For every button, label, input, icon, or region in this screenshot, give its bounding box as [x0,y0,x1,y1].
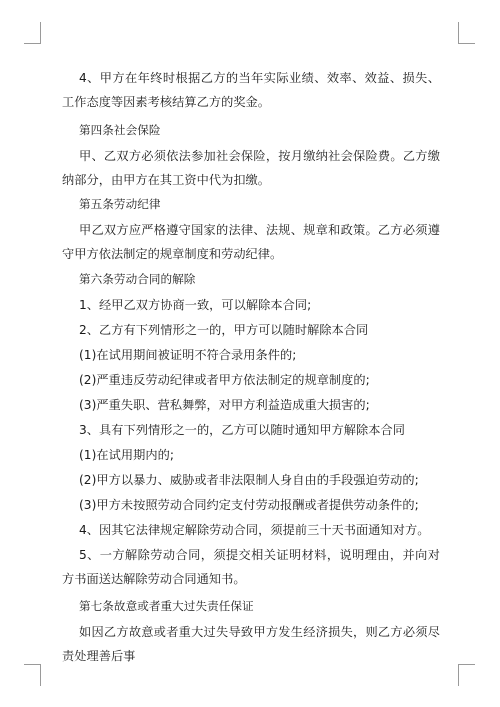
clause-6-3-2: (2)甲方以暴力、威胁或者非法限制人身自由的手段强迫劳动的; [79,473,419,487]
crop-mark-bottom-right-h [458,664,475,665]
clause-6-2-2: (2)严重违反劳动纪律或者甲方依法制定的规章制度的; [79,373,370,387]
crop-mark-bottom-left-v [40,664,41,686]
paragraph-labor-discipline: 甲乙双方应严格遵守国家的法律、法规、规章和政策。乙方必须遵守甲方依法制定的规章制度和劳动纪律。 [62,223,440,261]
clause-6-2: 2、乙方有下列情形之一的，甲方可以随时解除本合同 [79,323,369,337]
clause-6-4: 4、因其它法律规定解除劳动合同，须提前三十天书面通知对方。 [79,523,430,537]
crop-mark-top-left-v [40,22,41,44]
clause-6-3-3: (3)甲方未按照劳动合同约定支付劳动报酬或者提供劳动条件的; [79,498,419,512]
clause-6-1: 1、经甲乙双方协商一致，可以解除本合同; [79,298,312,312]
clause-6-5: 5、一方解除劳动合同，须提交相关证明材料，说明理由，并向对方书面送达解除劳动合同通知书。 [62,548,440,586]
heading-article-4-social-insurance: 第四条社会保险 [79,123,161,137]
clause-6-3-1: (1)在试用期内的; [79,448,174,462]
heading-article-5-labor-discipline: 第五条劳动纪律 [79,197,161,211]
crop-mark-bottom-left-h [24,664,41,665]
clause-6-2-3: (3)严重失职、营私舞弊，对甲方利益造成重大损害的; [79,398,370,412]
paragraph-liability: 如因乙方故意或者重大过失导致甲方发生经济损失，则乙方必须尽责处理善后事 [62,625,440,663]
paragraph-social-insurance: 甲、乙双方必须依法参加社会保险，按月缴纳社会保险费。乙方缴纳部分，由甲方在其工资中代为扣缴。 [62,149,440,187]
crop-mark-top-right-h [458,43,475,44]
paragraph-bonus-assessment: 4、甲方在年终时根据乙方的当年实际业绩、效率、效益、损失、工作态度等因素考核结算乙方的奖金。 [62,71,440,109]
crop-mark-top-left-h [24,43,41,44]
heading-article-6-contract-termination: 第六条劳动合同的解除 [79,272,196,286]
crop-mark-bottom-right-v [458,664,459,686]
crop-mark-top-right-v [458,22,459,44]
heading-article-7-liability: 第七条故意或者重大过失责任保证 [79,599,254,613]
clause-6-2-1: (1)在试用期间被证明不符合录用条件的; [79,348,297,362]
clause-6-3: 3、具有下列情形之一的，乙方可以随时通知甲方解除本合同 [79,423,405,437]
